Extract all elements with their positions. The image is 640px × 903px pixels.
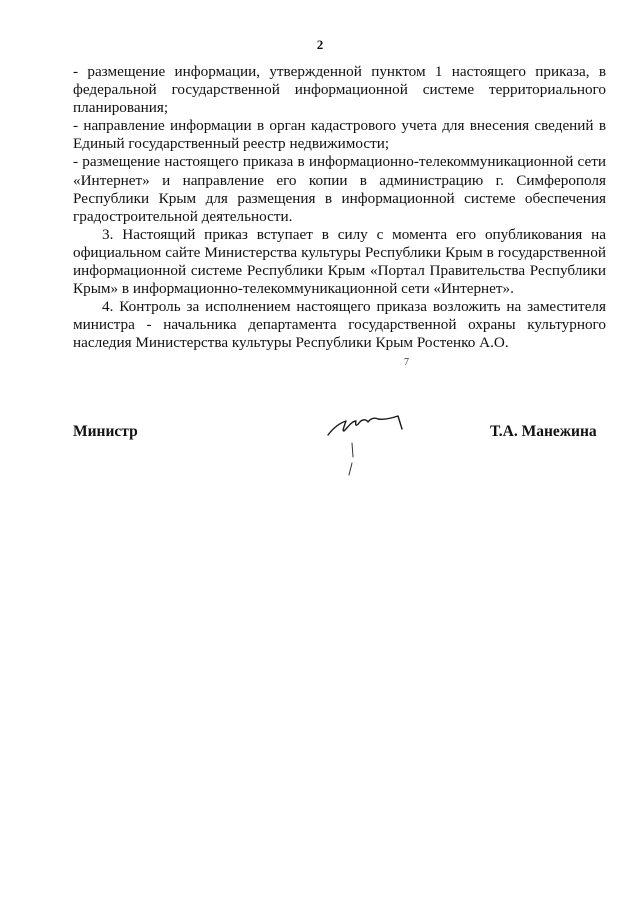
- paragraph-bullet-1: - размещение информации, утвержденной пунктом 1 настоящего приказа, в федеральной государственной информационной системе территориального планирования;: [73, 63, 606, 117]
- paragraph-bullet-2: - направление информации в орган кадастрового учета для внесения сведений в Единый государственный реестр недвижимости;: [73, 117, 606, 153]
- signatory-name: Т.А. Манежина: [490, 423, 597, 440]
- signatory-title: Министр: [73, 423, 138, 440]
- paragraph-bullet-3: - размещение настоящего приказа в информационно-телекоммуникационной сети «Интернет» и направление его копии в администрацию г. Симферополя Республики Крым для размещения в информационной системе обеспечения градостроительной деятельности.: [73, 153, 606, 225]
- paragraph-item-4: 4. Контроль за исполнением настоящего приказа возложить на заместителя министра - начальника департамента государственной охраны культурного наследия Министерства культуры Республики Крым Ростенко А.О.: [73, 298, 606, 352]
- paragraph-item-3: 3. Настоящий приказ вступает в силу с момента его опубликования на официальном сайте Министерства культуры Республики Крым в государственной информационной системе Республики Крым «Портал Правительства Республики Крым» в информационно-телекоммуникационной сети «Интернет».: [73, 225, 606, 298]
- page-number: 2: [316, 37, 324, 52]
- document-body: [73, 63, 606, 353]
- stray-mark: 7: [404, 357, 409, 368]
- handwritten-signature: [322, 405, 412, 485]
